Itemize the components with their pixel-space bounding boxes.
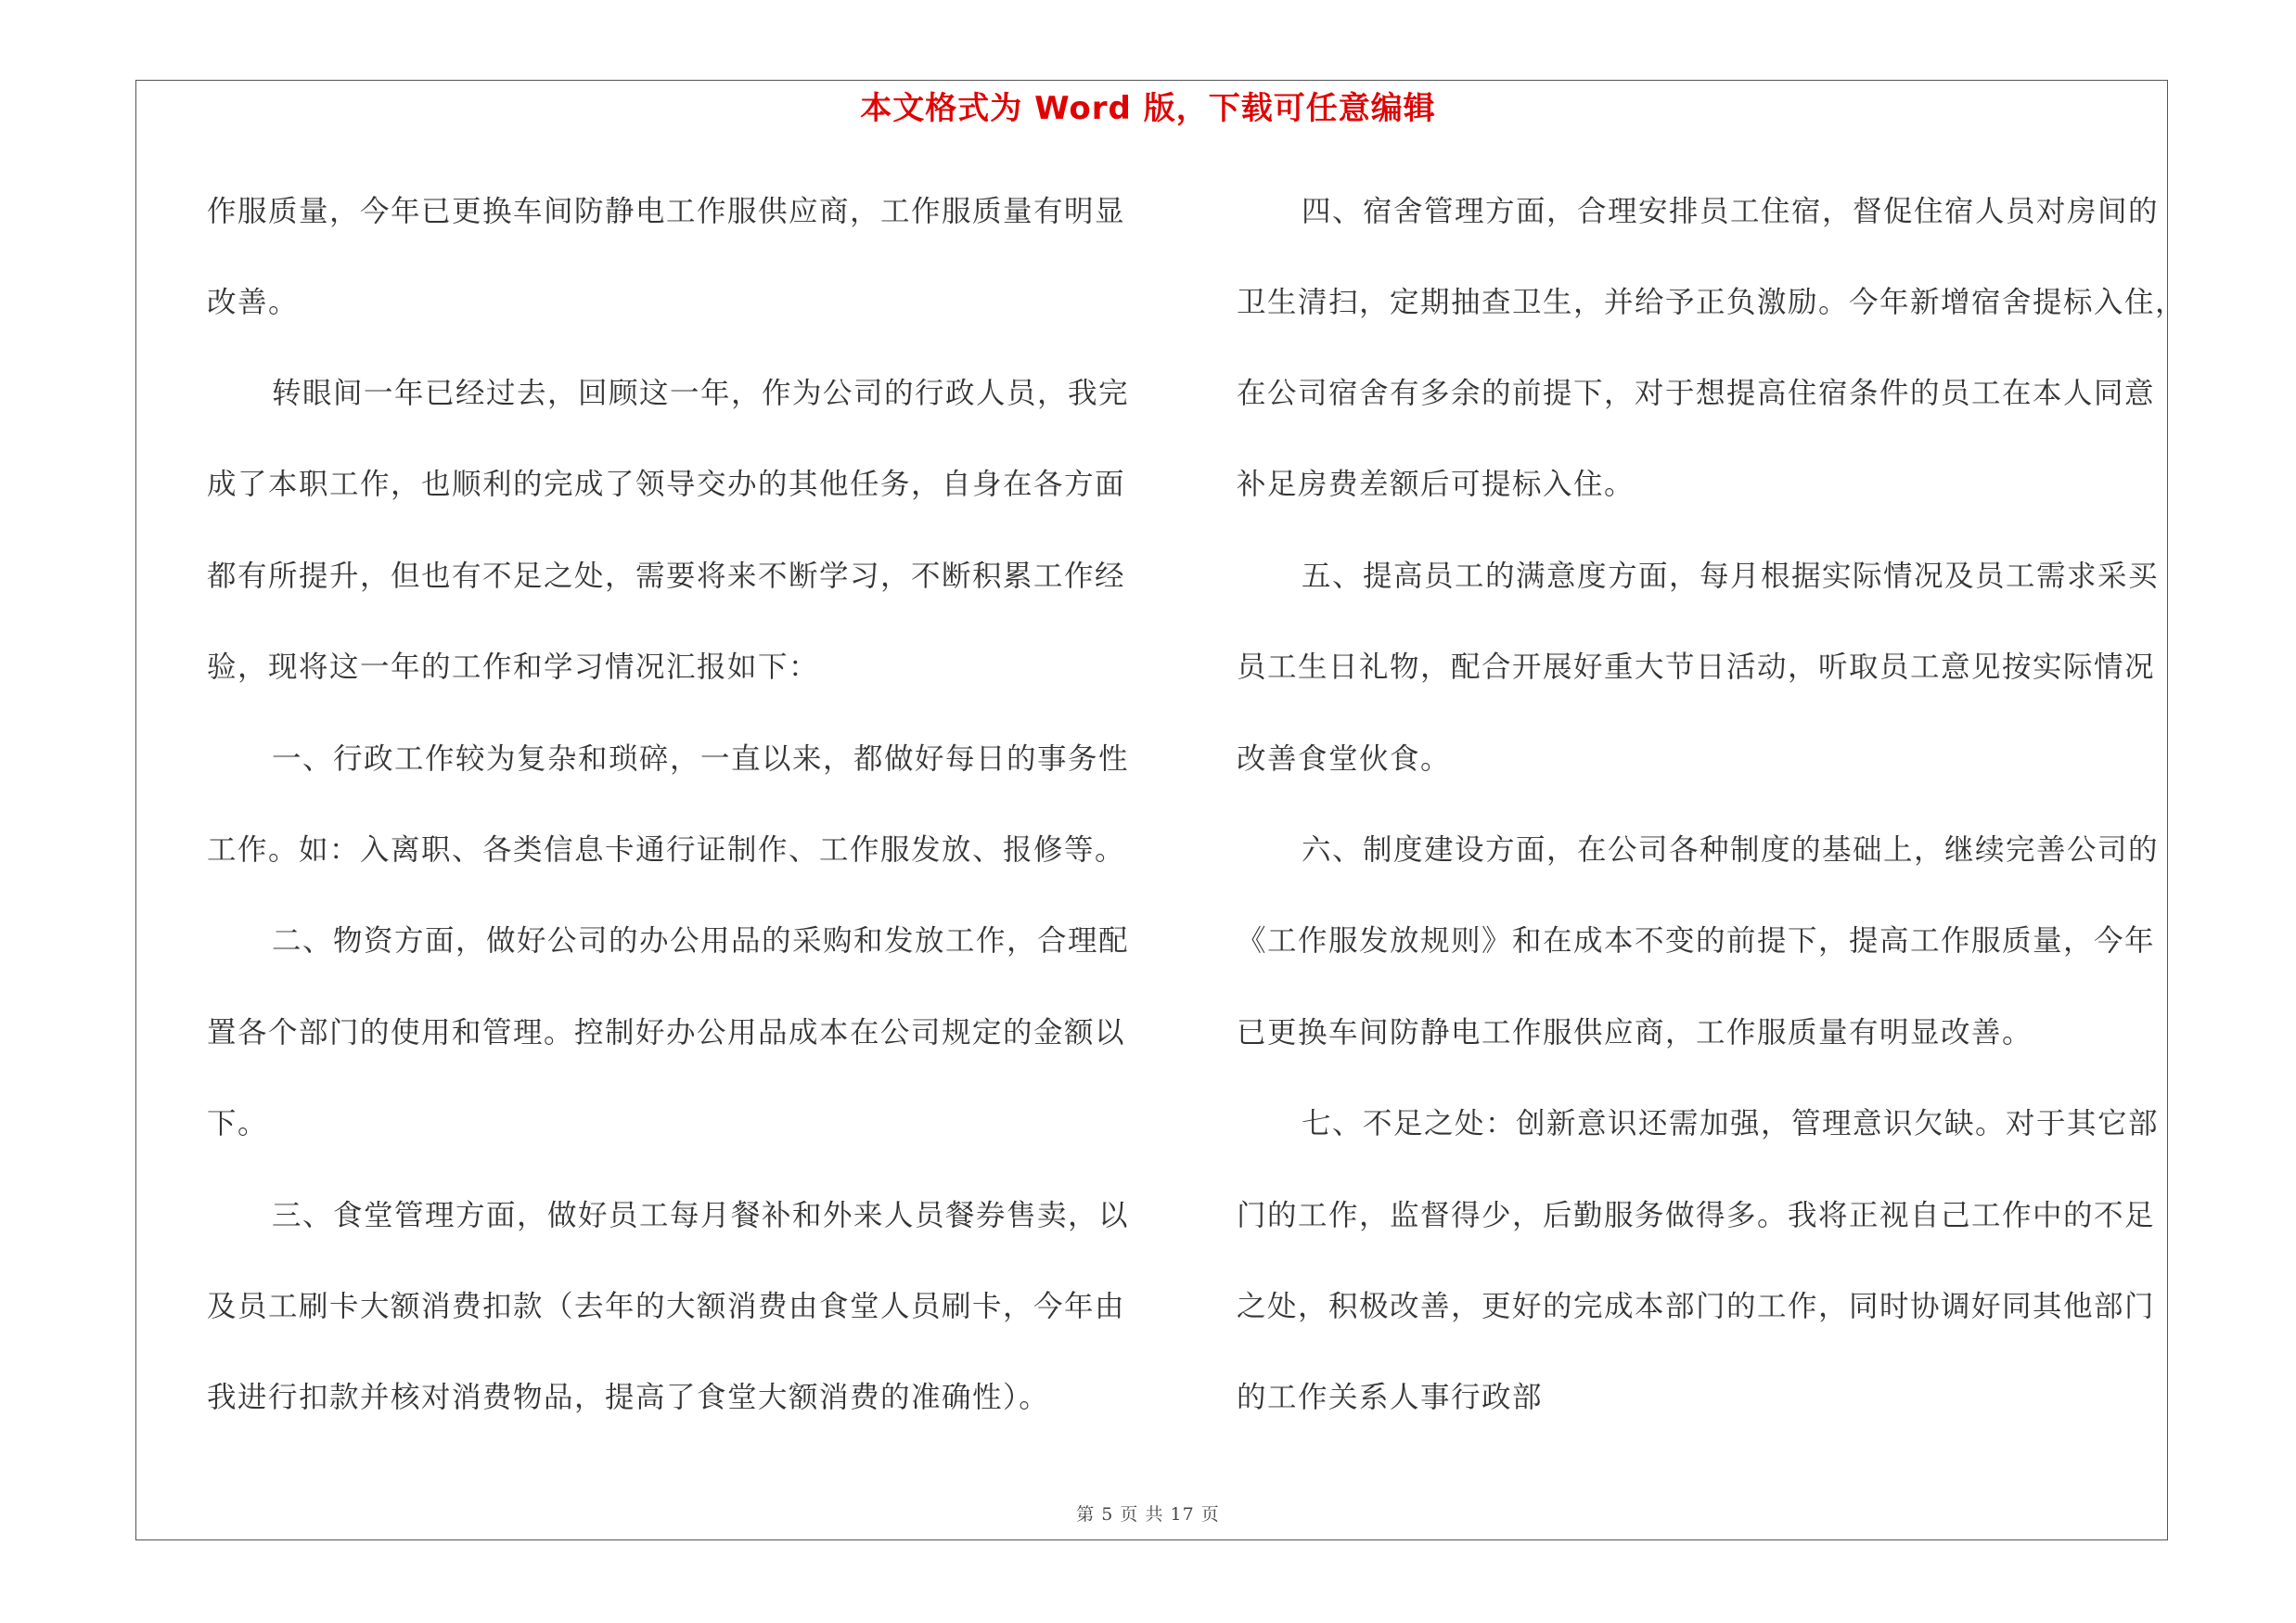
paragraph-line: 门的工作，监督得少，后勤服务做得多。我将正视自己工作中的不足 xyxy=(1237,1199,2156,1232)
paragraph-line: 七、不足之处：创新意识还需加强，管理意识欠缺。对于其它部 xyxy=(1302,1107,2160,1140)
paragraph-line: 之处，积极改善，更好的完成本部门的工作，同时协调好同其他部门 xyxy=(1237,1290,2156,1323)
page-number-footer: 第 5 页 共 17 页 xyxy=(1076,1504,1220,1525)
paragraph-line: 的工作关系人事行政部 xyxy=(1237,1381,1544,1414)
paragraph-line: 员工生日礼物，配合开展好重大节日活动，听取员工意见按实际情况 xyxy=(1237,650,2156,684)
paragraph-line: 我进行扣款并核对消费物品，提高了食堂大额消费的准确性）。 xyxy=(207,1381,1050,1414)
paragraph-line: 已更换车间防静电工作服供应商，工作服质量有明显改善。 xyxy=(1237,1016,2033,1050)
paragraph-line: 验，现将这一年的工作和学习情况汇报如下： xyxy=(207,650,820,684)
paragraph-line: 改善食堂伙食。 xyxy=(1237,742,1452,776)
paragraph-line: 成了本职工作，也顺利的完成了领导交办的其他任务，自身在各方面 xyxy=(207,468,1126,501)
paragraph-line: 补足房费差额后可提标入住。 xyxy=(1237,468,1635,501)
paragraph-line: 三、食堂管理方面，做好员工每月餐补和外来人员餐券售卖，以 xyxy=(272,1199,1130,1232)
paragraph-line: 置各个部门的使用和管理。控制好办公用品成本在公司规定的金额以 xyxy=(207,1016,1126,1050)
header-banner: 本文格式为 Word 版，下载可任意编辑 xyxy=(860,90,1436,127)
paragraph-line: 转眼间一年已经过去，回顾这一年，作为公司的行政人员，我完 xyxy=(272,377,1130,410)
paragraph-line: 及员工刷卡大额消费扣款（去年的大额消费由食堂人员刷卡，今年由 xyxy=(207,1290,1126,1323)
paragraph-line: 在公司宿舍有多余的前提下，对于想提高住宿条件的员工在本人同意 xyxy=(1237,377,2156,410)
paragraph-line: 一、行政工作较为复杂和琐碎，一直以来，都做好每日的事务性 xyxy=(272,742,1130,776)
paragraph-line: 都有所提升，但也有不足之处，需要将来不断学习，不断积累工作经 xyxy=(207,560,1126,593)
paragraph-line: 二、物资方面，做好公司的办公用品的采购和发放工作，合理配 xyxy=(272,924,1130,958)
paragraph-line: 《工作服发放规则》和在成本不变的前提下，提高工作服质量，今年 xyxy=(1237,924,2156,958)
paragraph-line: 四、宿舍管理方面，合理安排员工住宿，督促住宿人员对房间的 xyxy=(1302,195,2160,228)
paragraph-line: 作服质量，今年已更换车间防静电工作服供应商，工作服质量有明显 xyxy=(207,195,1126,228)
paragraph-line: 五、提高员工的满意度方面，每月根据实际情况及员工需求采买 xyxy=(1302,560,2160,593)
paragraph-line: 改善。 xyxy=(207,286,300,319)
paragraph-line: 六、制度建设方面，在公司各种制度的基础上，继续完善公司的 xyxy=(1302,833,2160,867)
paragraph-line: 卫生清扫，定期抽查卫生，并给予正负激励。今年新增宿舍提标入住， xyxy=(1237,286,2187,319)
paragraph-line: 下。 xyxy=(207,1107,269,1140)
paragraph-line: 工作。如：入离职、各类信息卡通行证制作、工作服发放、报修等。 xyxy=(207,833,1126,867)
